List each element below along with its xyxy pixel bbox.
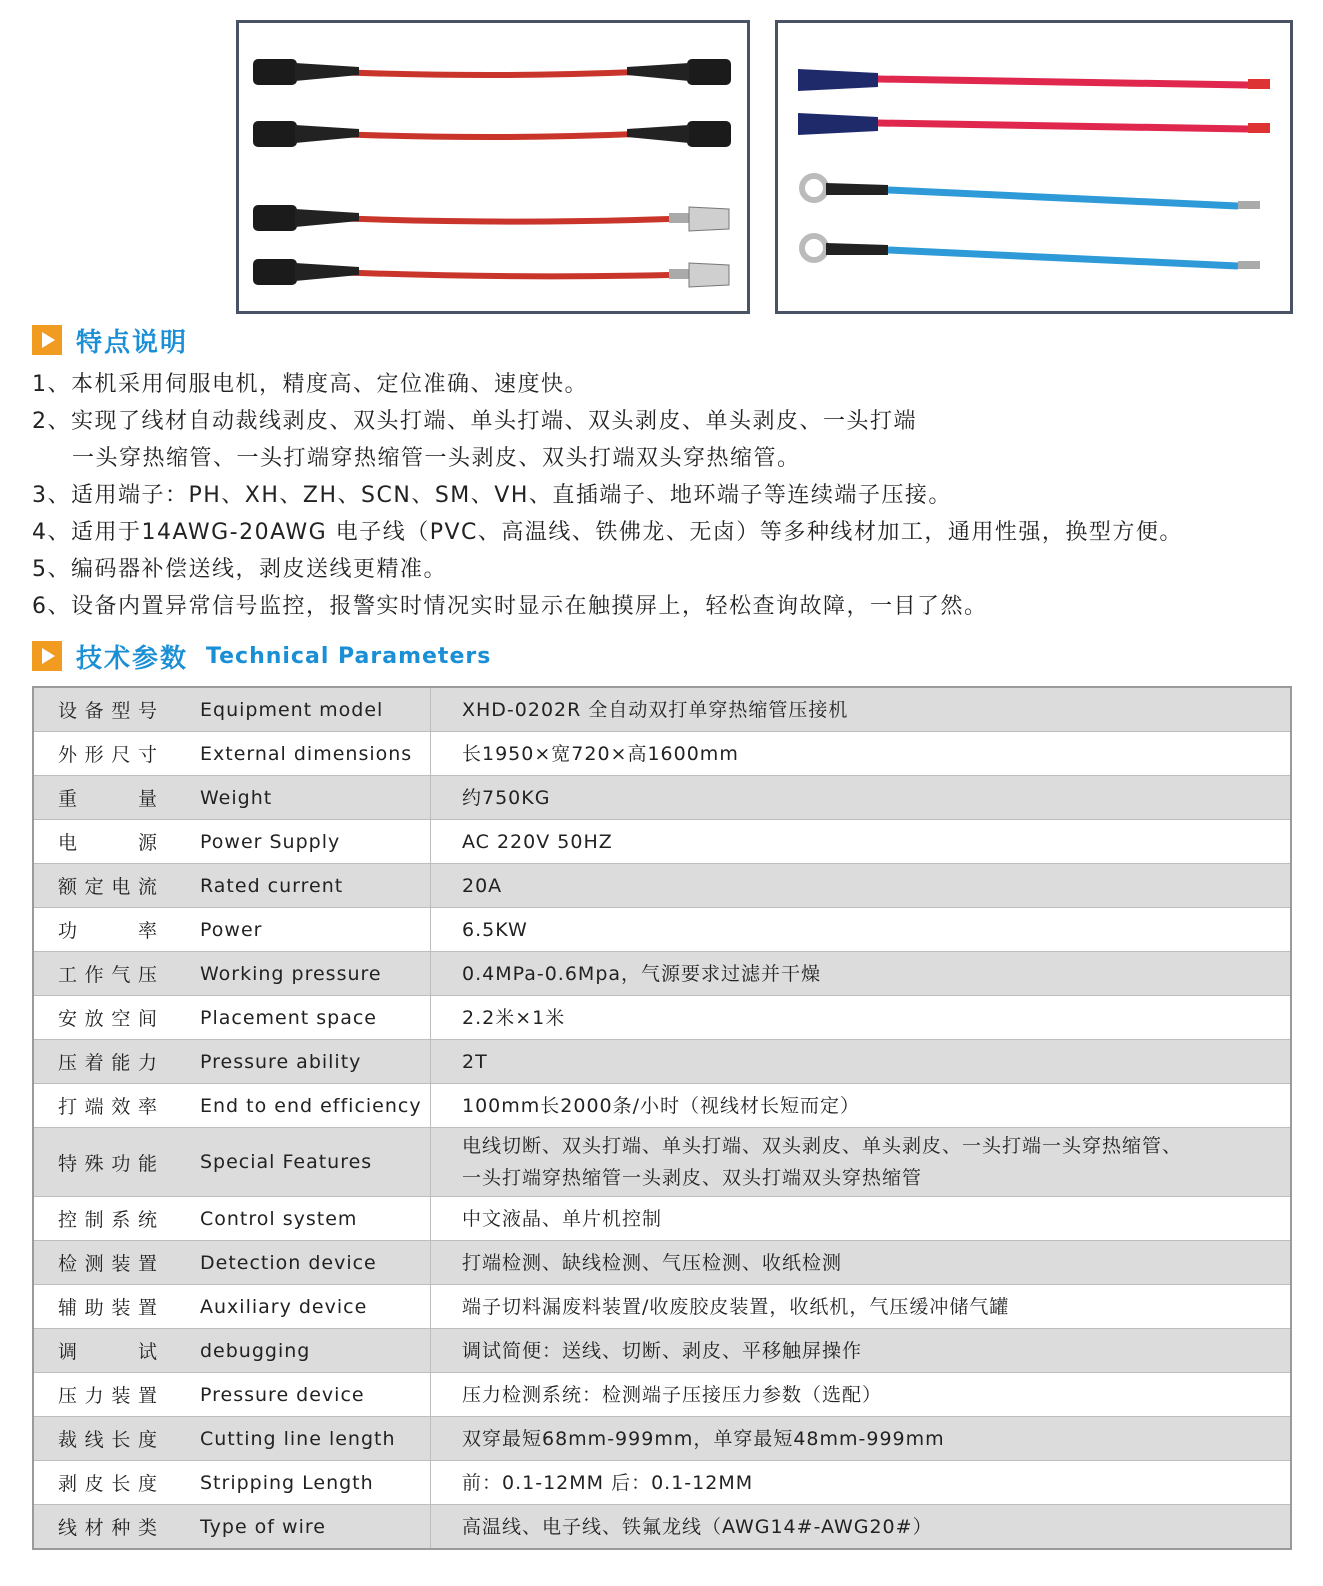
param-value: 20A <box>431 864 1292 908</box>
params-title-cn: 技术参数 <box>76 643 189 674</box>
param-name-cn: 线材种类 <box>33 1505 184 1550</box>
param-value: 压力检测系统：检测端子压接压力参数（选配） <box>431 1373 1292 1417</box>
product-photo-right <box>775 20 1293 314</box>
feature-item: 3、适用端子：PH、XH、ZH、SCN、SM、VH、直插端子、地环端子等连续端子压接。 <box>32 483 952 508</box>
param-name-en: Stripping Length <box>184 1461 431 1505</box>
table-row <box>33 996 1291 1040</box>
param-name-en: Auxiliary device <box>184 1285 431 1329</box>
param-name-cn: 压着能力 <box>33 1040 184 1084</box>
param-value: 高温线、电子线、铁氟龙线（AWG14#-AWG20#） <box>431 1505 1292 1550</box>
feature-item: 4、适用于14AWG-20AWG 电子线（PVC、高温线、铁佛龙、无卤）等多种线材加工，通用性强，换型方便。 <box>32 520 1183 545</box>
param-name-en: Working pressure <box>184 952 431 996</box>
param-name-en: Power Supply <box>184 820 431 864</box>
param-name-en: External dimensions <box>184 732 431 776</box>
param-name-cn: 设备型号 <box>33 687 184 732</box>
param-value: 2.2米×1米 <box>431 996 1292 1040</box>
param-name-cn: 功率 <box>33 908 184 952</box>
table-row <box>33 776 1291 820</box>
feature-item: 6、设备内置异常信号监控，报警实时情况实时显示在触摸屏上，轻松查询故障，一目了然。 <box>32 594 988 619</box>
param-name-cn: 打端效率 <box>33 1084 184 1128</box>
param-name-cn: 工作气压 <box>33 952 184 996</box>
param-name-en: Equipment model <box>184 687 431 732</box>
param-name-en: Rated current <box>184 864 431 908</box>
param-name-cn: 电源 <box>33 820 184 864</box>
param-name-en: Special Features <box>184 1128 431 1197</box>
param-name-en: Detection device <box>184 1241 431 1285</box>
table-row <box>33 1285 1291 1329</box>
param-name-cn: 特殊功能 <box>33 1128 184 1197</box>
table-row <box>33 864 1291 908</box>
wire-harness-red-blue-illustration <box>778 23 1290 311</box>
table-row <box>33 1505 1291 1550</box>
param-name-en: Pressure device <box>184 1373 431 1417</box>
play-triangle-icon <box>32 641 62 671</box>
features-heading <box>32 322 188 358</box>
feature-item: 5、编码器补偿送线，剥皮送线更精准。 <box>32 557 447 582</box>
param-value: 2T <box>431 1040 1292 1084</box>
param-name-cn: 剥皮长度 <box>33 1461 184 1505</box>
table-row <box>33 952 1291 996</box>
table-row <box>33 687 1291 732</box>
param-value: 长1950×宽720×高1600mm <box>431 732 1292 776</box>
table-row <box>33 908 1291 952</box>
table-row <box>33 1084 1291 1128</box>
param-name-en: Weight <box>184 776 431 820</box>
param-value: 双穿最短68mm-999mm，单穿最短48mm-999mm <box>431 1417 1292 1461</box>
param-value: 电线切断、双头打端、单头打端、双头剥皮、单头剥皮、一头打端一头穿热缩管、 一头打端穿热缩管一头剥皮、双头打端双头穿热缩管 <box>431 1128 1292 1197</box>
table-row <box>33 1040 1291 1084</box>
param-value: 前：0.1-12MM 后：0.1-12MM <box>431 1461 1292 1505</box>
param-name-en: End to end efficiency <box>184 1084 431 1128</box>
param-value: 中文液晶、单片机控制 <box>431 1197 1292 1241</box>
param-value: XHD-0202R 全自动双打单穿热缩管压接机 <box>431 687 1292 732</box>
param-name-en: Cutting line length <box>184 1417 431 1461</box>
table-row <box>33 1373 1291 1417</box>
table-row <box>33 732 1291 776</box>
param-name-cn: 调试 <box>33 1329 184 1373</box>
feature-item: 1、本机采用伺服电机，精度高、定位准确、速度快。 <box>32 372 588 397</box>
param-value: AC 220V 50HZ <box>431 820 1292 864</box>
param-value: 0.4MPa-0.6Mpa，气源要求过滤并干燥 <box>431 952 1292 996</box>
play-triangle-icon <box>32 325 62 355</box>
param-name-en: Placement space <box>184 996 431 1040</box>
wire-harness-red-illustration <box>239 23 747 311</box>
param-name-cn: 裁线长度 <box>33 1417 184 1461</box>
params-table <box>32 686 1292 1550</box>
feature-item: 2、实现了线材自动裁线剥皮、双头打端、单头打端、双头剥皮、单头剥皮、一头打端 一头穿热缩管、一头打端穿热缩管一头剥皮、双头打端双头穿热缩管。 <box>32 409 917 471</box>
param-value: 约750KG <box>431 776 1292 820</box>
table-row <box>33 1197 1291 1241</box>
param-value: 打端检测、缺线检测、气压检测、收纸检测 <box>431 1241 1292 1285</box>
param-value: 调试简便：送线、切断、剥皮、平移触屏操作 <box>431 1329 1292 1373</box>
params-title-en: Technical Parameters <box>206 643 492 669</box>
param-value: 端子切料漏废料装置/收废胶皮装置，收纸机，气压缓冲储气罐 <box>431 1285 1292 1329</box>
param-name-en: Type of wire <box>184 1505 431 1550</box>
param-name-cn: 安放空间 <box>33 996 184 1040</box>
param-name-en: Power <box>184 908 431 952</box>
param-name-cn: 压力装置 <box>33 1373 184 1417</box>
table-row <box>33 820 1291 864</box>
features-list <box>32 366 1302 625</box>
table-row <box>33 1417 1291 1461</box>
param-name-cn: 辅助装置 <box>33 1285 184 1329</box>
features-title: 特点说明 <box>76 327 189 358</box>
param-name-cn: 额定电流 <box>33 864 184 908</box>
table-row <box>33 1241 1291 1285</box>
param-name-cn: 外形尺寸 <box>33 732 184 776</box>
param-name-en: Control system <box>184 1197 431 1241</box>
table-row <box>33 1329 1291 1373</box>
param-value: 6.5KW <box>431 908 1292 952</box>
param-name-en: debugging <box>184 1329 431 1373</box>
param-name-cn: 控制系统 <box>33 1197 184 1241</box>
param-name-cn: 重量 <box>33 776 184 820</box>
param-name-en: Pressure ability <box>184 1040 431 1084</box>
param-value: 100mm长2000条/小时（视线材长短而定） <box>431 1084 1292 1128</box>
product-photo-left <box>236 20 750 314</box>
table-row <box>33 1461 1291 1505</box>
table-row <box>33 1128 1291 1197</box>
param-name-cn: 检测装置 <box>33 1241 184 1285</box>
params-heading <box>32 638 491 674</box>
